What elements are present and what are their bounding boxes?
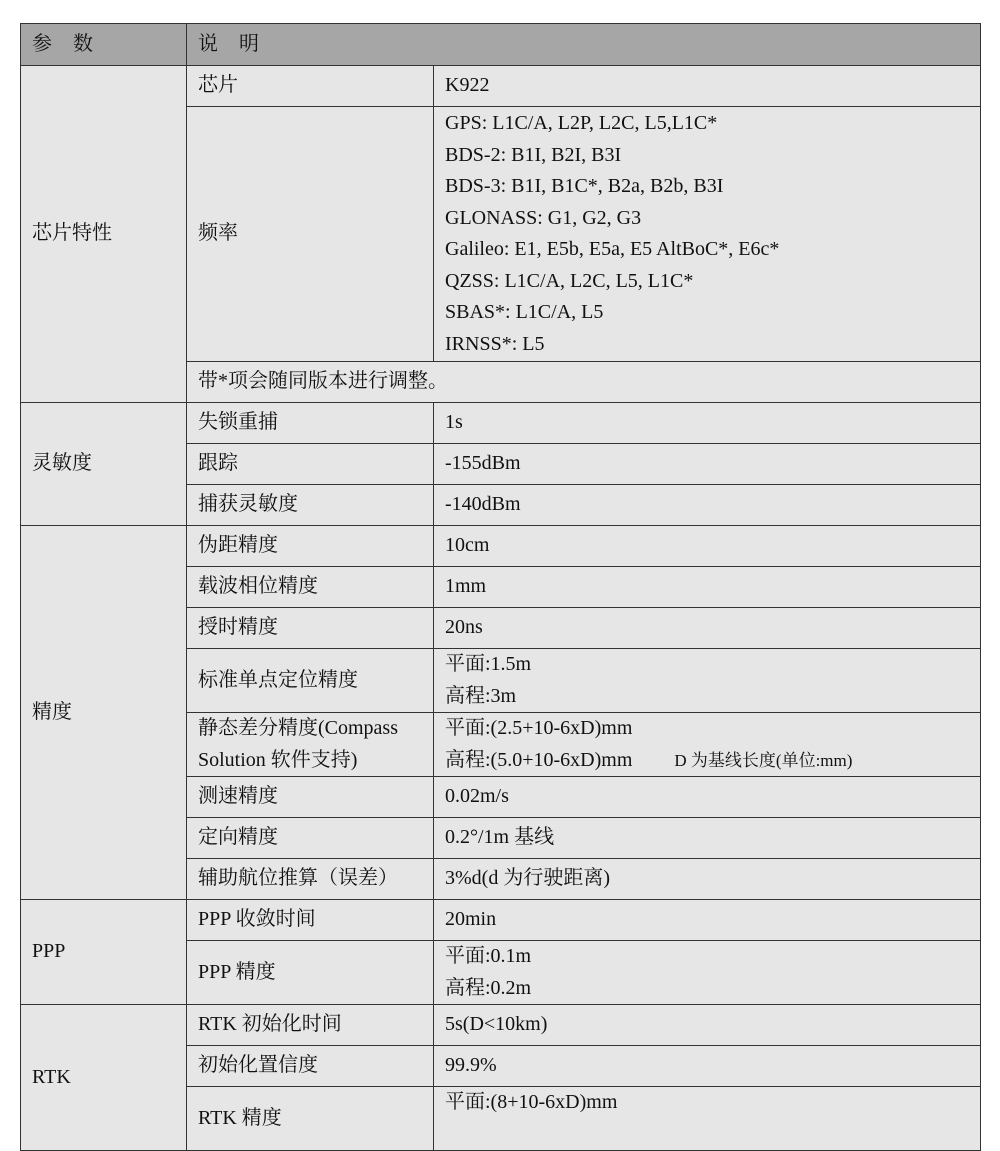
row-value: 10cm (434, 526, 981, 567)
group-sensitivity: 灵敏度 (21, 403, 187, 526)
freq-line: SBAS*: L1C/A, L5 (445, 301, 604, 323)
row-label: RTK 精度 (187, 1087, 434, 1151)
freq-line: IRNSS*: L5 (445, 332, 545, 355)
row-value: 99.9% (434, 1046, 981, 1087)
row-value: 0.2°/1m 基线 (434, 818, 981, 859)
row-value: -155dBm (434, 444, 981, 485)
freq-line: GLONASS: G1, G2, G3 (445, 206, 642, 229)
row-label: 定向精度 (187, 818, 434, 859)
row-value: 20ns (434, 608, 981, 649)
group-chip: 芯片特性 (21, 66, 187, 403)
table-row (21, 66, 981, 107)
freq-values (434, 107, 981, 362)
row-value: 0.02m/s (434, 777, 981, 818)
spec-table-container (20, 23, 980, 1151)
row-label: PPP 精度 (187, 941, 434, 1005)
row-label: 芯片 (187, 66, 434, 107)
table-row (21, 526, 981, 567)
row-label: 初始化置信度 (187, 1046, 434, 1087)
row-label: 辅助航位推算（误差） (187, 859, 434, 900)
freq-line: QZSS: L1C/A, L2C, L5, L1C* (445, 269, 694, 292)
row-value: 平面:(8+10-6xD)mm (434, 1087, 981, 1151)
static-value (434, 713, 981, 777)
row-value: 1mm (434, 567, 981, 608)
row-value: 20min (434, 900, 981, 941)
freq-line: Galileo: E1, E5b, E5a, E5 AltBoC*, E6c* (445, 238, 780, 260)
static-line-1: 平面:(2.5+10-6xD)mm (445, 717, 633, 739)
row-value: 平面:1.5m 高程:3m (434, 649, 981, 713)
row-value: K922 (434, 66, 981, 107)
table-row (21, 900, 981, 941)
row-label: 频率 (187, 107, 434, 362)
spec-table (20, 23, 981, 1151)
group-ppp: PPP (21, 900, 187, 1005)
row-value: 5s(D<10km) (434, 1005, 981, 1046)
row-value: 平面:0.1m 高程:0.2m (434, 941, 981, 1005)
freq-line: GPS: L1C/A, L2P, L2C, L5,L1C* (445, 112, 718, 134)
row-value: 3%d(d 为行驶距离) (434, 859, 981, 900)
table-row (21, 1005, 981, 1046)
header-desc: 说 明 (187, 24, 981, 66)
table-header-row (21, 24, 981, 66)
row-label: 捕获灵敏度 (187, 485, 434, 526)
baseline-note: D 为基线长度(单位:mm) (674, 750, 853, 770)
row-label: 载波相位精度 (187, 567, 434, 608)
freq-line: BDS-3: B1I, B1C*, B2a, B2b, B3I (445, 175, 724, 197)
row-label: PPP 收敛时间 (187, 900, 434, 941)
row-label: RTK 初始化时间 (187, 1005, 434, 1046)
static-line-2 (445, 745, 980, 777)
group-rtk: RTK (21, 1005, 187, 1151)
group-accuracy: 精度 (21, 526, 187, 900)
freq-line: BDS-2: B1I, B2I, B3I (445, 143, 622, 166)
row-label: 伪距精度 (187, 526, 434, 567)
static-line-2-text: 高程:(5.0+10-6xD)mm (445, 748, 633, 771)
row-value: -140dBm (434, 485, 981, 526)
header-param: 参 数 (21, 24, 187, 66)
row-label: 失锁重捕 (187, 403, 434, 444)
row-label: 静态差分精度(Compass Solution 软件支持) (187, 713, 434, 777)
row-label: 授时精度 (187, 608, 434, 649)
row-label: 跟踪 (187, 444, 434, 485)
row-value: 1s (434, 403, 981, 444)
row-label: 测速精度 (187, 777, 434, 818)
footnote: 带*项会随同版本进行调整。 (187, 362, 981, 403)
row-label: 标准单点定位精度 (187, 649, 434, 713)
table-row (21, 403, 981, 444)
